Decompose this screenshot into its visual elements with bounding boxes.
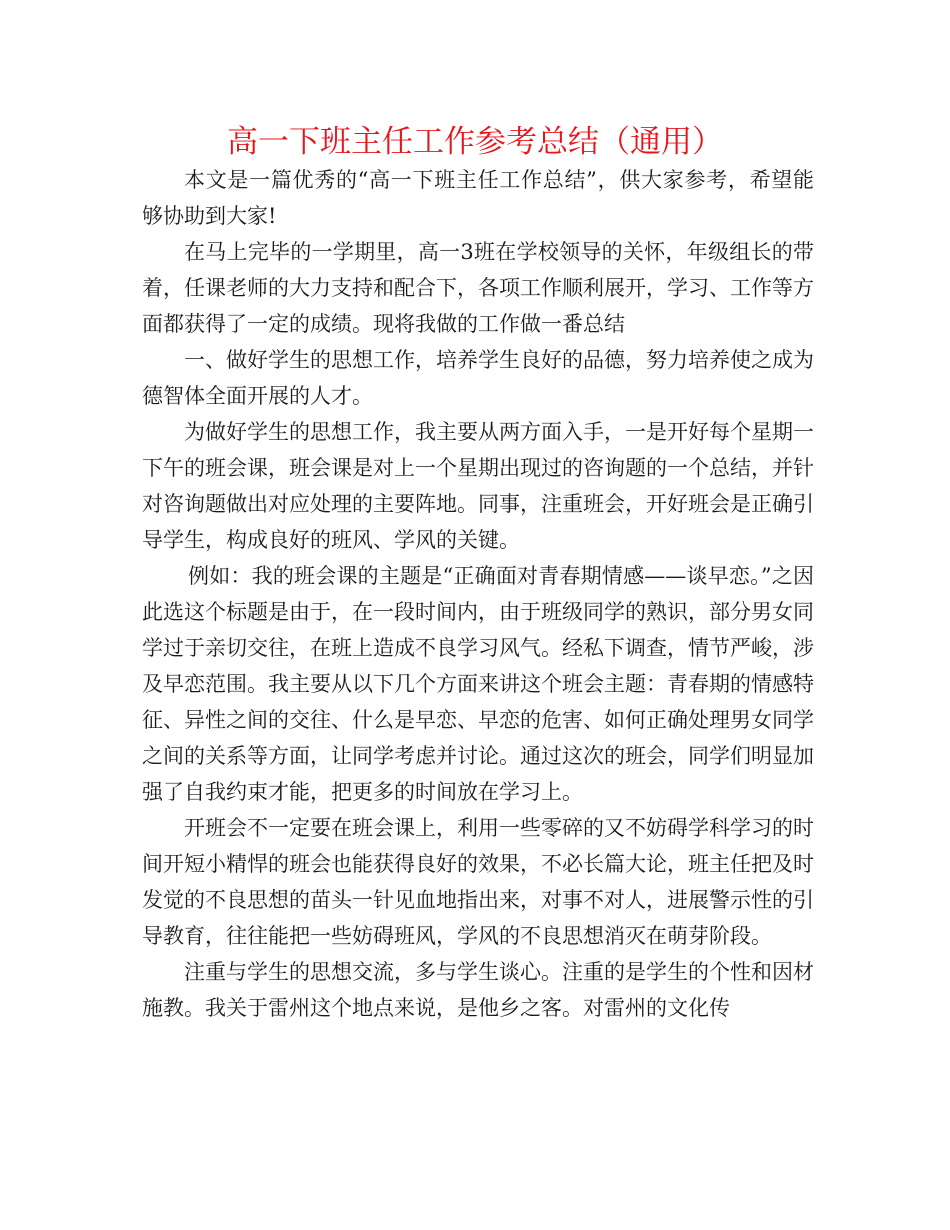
document-body	[142, 162, 814, 1026]
paragraph-section-heading: 一、做好学生的思想工作，培养学生良好的品德，努力培养使之成为德智体全面开展的人才。	[142, 348, 814, 408]
paragraph-example: 例如：我的班会课的主题是“正确面对青春期情感——谈早恋。”之因此选这个标题是由于，在一段时间内，由于班级同学的熟识，部分男女同学过于亲切交往，在班上造成不良学习风气。经私下调查，情节严峻，涉及早恋范围。我主要从以下几个方面来讲这个班会主题：青春期的情感特征、异性之间的交往、什么是早恋、早恋的危害、如何正确处理男女同学之间的关系等方面，让同学考虑并讨论。通过这次的班会，同学们明显加强了自我约束才能，把更多的时间放在学习上。	[142, 564, 814, 804]
paragraph-intro: 本文是一篇优秀的“高一下班主任工作总结”，供大家参考，希望能够协助到大家!	[142, 168, 814, 228]
paragraph-overview: 在马上完毕的一学期里，高一3班在学校领导的关怀，年级组长的带着，任课老师的大力支持和配合下，各项工作顺利展开，学习、工作等方面都获得了一定的成绩。现将我做的工作做一番总结	[142, 240, 814, 336]
paragraph-communication: 注重与学生的思想交流，多与学生谈心。注重的是学生的个性和因材施教。我关于雷州这个地点来说，是他乡之客。对雷州的文化传	[142, 960, 814, 1020]
document-title: 高一下班主任工作参考总结（通用）	[227, 124, 723, 160]
paragraph-short-meetings: 开班会不一定要在班会课上，利用一些零碎的又不妨碍学科学习的时间开短小精悍的班会也能获得良好的效果，不必长篇大论，班主任把及时发觉的不良思想的苗头一针见血地指出来，对事不对人，进展警示性的引导教育，往往能把一些妨碍班风，学风的不良思想消灭在萌芽阶段。	[142, 816, 814, 948]
paragraph-class-meeting: 为做好学生的思想工作，我主要从两方面入手，一是开好每个星期一下午的班会课，班会课是对上一个星期出现过的咨询题的一个总结，并针对咨询题做出对应处理的主要阵地。同事，注重班会，开好班会是正确引导学生，构成良好的班风、学风的关键。	[142, 420, 814, 552]
